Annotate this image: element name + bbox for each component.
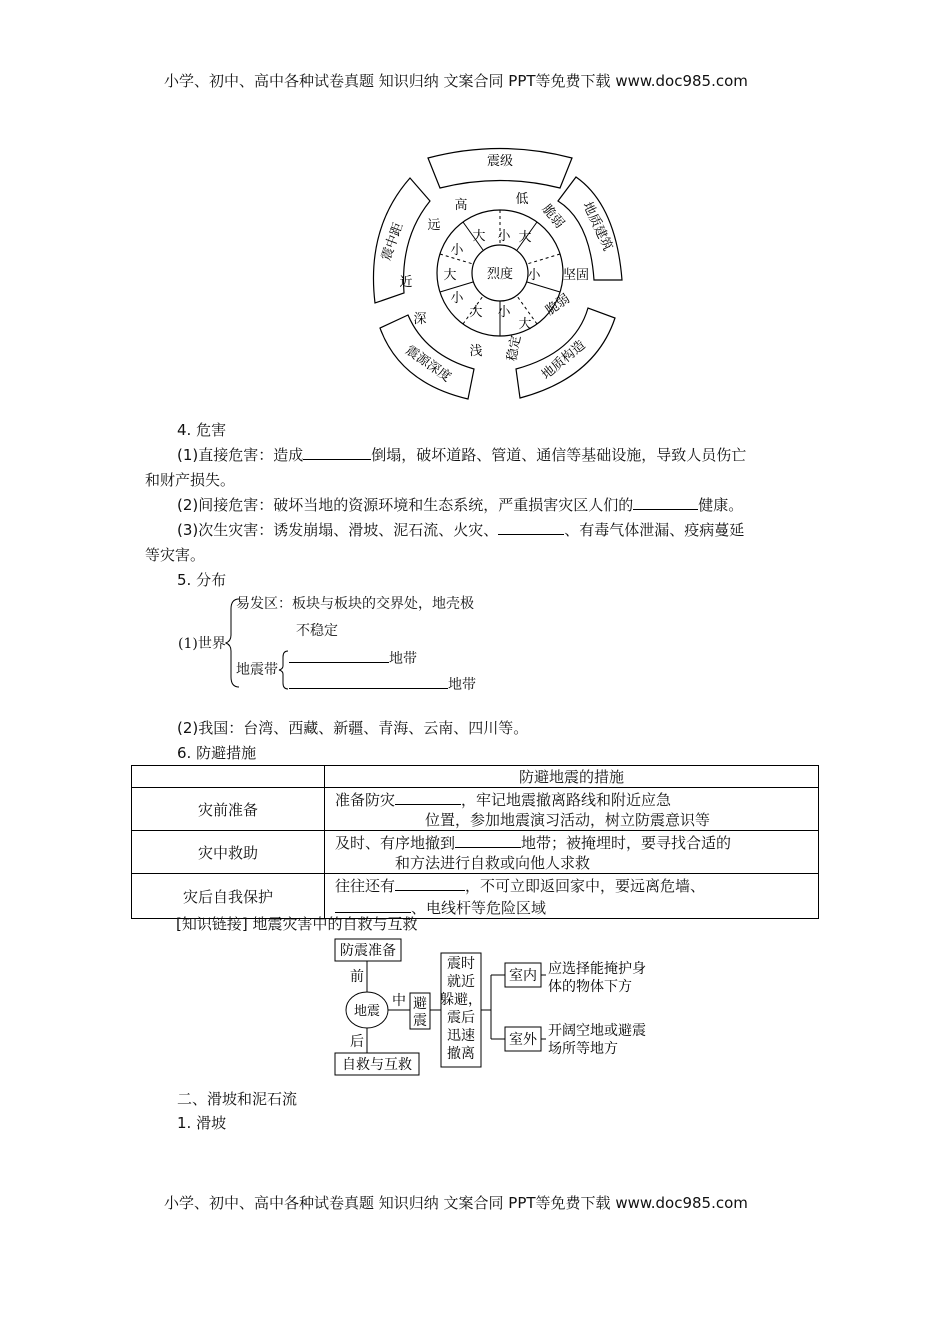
- inner-label-7: 大: [469, 305, 483, 320]
- inner-label-9: 大: [443, 268, 457, 283]
- blank-row-3b: [335, 896, 411, 913]
- section-5-title: 5. 分布: [177, 571, 227, 589]
- outdoor-text: 开阔空地或避震场所等地方: [548, 1023, 646, 1057]
- side-label-near: 近: [399, 275, 413, 290]
- blank-3: [498, 518, 564, 535]
- row-1-a: 准备防灾: [335, 791, 396, 809]
- table-header: 防避地震的措施: [325, 766, 819, 788]
- s4-l2-prefix: (2)间接危害：破坏当地的资源环境和生态系统，严重损害灾区人们的: [177, 496, 634, 514]
- node-indoor: 室内: [509, 968, 537, 984]
- side-label-deep: 深: [413, 312, 427, 327]
- s4-l1-suffix: 倒塌，破坏道路、管道、通信等基础设施，导致人员伤亡: [371, 446, 747, 464]
- inner-label-10: 小: [450, 291, 464, 306]
- inner-label-6: 小: [527, 268, 541, 283]
- inner-label-3: 大: [518, 230, 532, 245]
- blank-row-2: [455, 831, 521, 848]
- belt-2-suffix: 地带: [448, 677, 476, 693]
- blank-row-3: [395, 874, 465, 891]
- s4-l1-prefix: (1)直接危害：造成: [177, 446, 304, 464]
- node-avoid: 避震: [413, 996, 427, 1029]
- row-2-c: 和方法进行自救或向他人求救: [395, 854, 591, 872]
- node-rescue: 自救与互救: [342, 1057, 412, 1073]
- side-label-far: 远: [427, 218, 441, 233]
- table-row: [132, 831, 819, 874]
- node-prep: 防震准备: [340, 943, 396, 959]
- table-corner: [132, 766, 325, 788]
- blank-row-1: [395, 788, 461, 805]
- belt-2: [289, 672, 476, 694]
- unstable-text: 不稳定: [296, 623, 338, 639]
- outer-label-building: 地质建筑: [579, 199, 615, 254]
- side-label-stable: 稳定: [504, 334, 525, 363]
- node-mid: 震时就近躲避，震后迅速撤离: [440, 956, 482, 1062]
- outer-label-distance: 震中距: [378, 220, 407, 263]
- indoor-text: 应选择能掩护身体的物体下方: [548, 961, 646, 995]
- belt-1-suffix: 地带: [389, 651, 417, 667]
- section-2-heading: 二、滑坡和泥石流: [177, 1090, 298, 1108]
- edge-after: 后: [350, 1034, 364, 1050]
- world-label: (1)世界: [178, 636, 226, 652]
- section-6-title: 6. 防避措施: [177, 744, 257, 762]
- row-2-b: 地带；被掩埋时，要寻找合适的: [521, 834, 732, 852]
- side-label-fragile-2: 脆弱: [543, 291, 573, 319]
- edge-before: 前: [350, 969, 364, 985]
- row-label: 灾前准备: [132, 788, 325, 831]
- inner-label-2: 小: [450, 243, 464, 258]
- node-outdoor: 室外: [509, 1032, 537, 1048]
- row-2-a: 及时、有序地撤到: [335, 834, 456, 852]
- blank-1: [303, 443, 371, 460]
- row-1-b: ，牢记地震撤离路线和附近应急: [461, 791, 672, 809]
- easy-zone-text: 易发区：板块与板块的交界处，地壳极: [236, 596, 474, 612]
- row-label: 灾后自我保护: [132, 874, 325, 919]
- page-footer: 小学、初中、高中各种试卷真题 知识归纳 文案合同 PPT等免费下载 www.doc985.com: [164, 1194, 748, 1212]
- side-label-fragile-1: 脆弱: [538, 201, 567, 232]
- blank-2: [633, 493, 698, 510]
- belt-label: 地震带: [236, 662, 278, 678]
- china-distribution: (2)我国：台湾、西藏、新疆、青海、云南、四川等。: [177, 719, 529, 737]
- s4-l3-suffix: 、有毒气体泄漏、疫病蔓延: [564, 521, 745, 539]
- intensity-wheel-diagram: [370, 143, 630, 400]
- inner-label-4: 小: [497, 229, 511, 244]
- wheel-center-label: 烈度: [486, 267, 514, 282]
- side-label-shallow: 浅: [469, 344, 483, 359]
- row-3-c: 、电线杆等危险区域: [411, 899, 547, 917]
- inner-label-5: 大: [518, 317, 532, 332]
- section-4-line-1-cont: 和财产损失。: [145, 471, 236, 489]
- inner-label-8: 小: [497, 305, 511, 320]
- outer-label-structure: 地质构造: [539, 337, 589, 383]
- outer-label-magnitude: 震级: [486, 154, 514, 169]
- side-label-low: 低: [515, 192, 529, 207]
- belt-1: [289, 646, 417, 668]
- page-header: 小学、初中、高中各种试卷真题 知识归纳 文案合同 PPT等免费下载 www.doc985.com: [164, 72, 748, 90]
- outer-label-depth: 震源深度: [402, 343, 454, 386]
- edge-during: 中: [392, 993, 406, 1009]
- node-quake: 地震: [353, 1004, 381, 1019]
- row-3-b: ，不可立即返回家中，要远离危墙、: [465, 877, 706, 895]
- section-4-title: 4. 危害: [177, 421, 227, 439]
- blank-belt-1: [289, 646, 389, 663]
- section-4-line-3-cont: 等灾害。: [145, 546, 206, 564]
- self-rescue-flowchart: [333, 937, 663, 1077]
- side-label-solid: 坚固: [562, 268, 590, 283]
- section-4-line-3: [177, 518, 744, 543]
- knowledge-link-title: [知识链接] 地震灾害中的自救与互救: [176, 915, 418, 933]
- s4-l3-prefix: (3)次生灾害：诱发崩塌、滑坡、泥石流、火灾、: [177, 521, 499, 539]
- side-label-high: 高: [454, 198, 468, 213]
- section-4-line-1: [177, 443, 746, 468]
- section-4-line-2: [177, 493, 743, 518]
- row-3-a: 往往还有: [335, 877, 396, 895]
- row-label: 灾中救助: [132, 831, 325, 874]
- inner-label-1: 大: [472, 229, 486, 244]
- blank-belt-2: [289, 672, 448, 689]
- table-row: [132, 788, 819, 831]
- section-2-1-heading: 1. 滑坡: [177, 1114, 227, 1132]
- row-1-c: 位置，参加地震演习活动，树立防震意识等: [425, 811, 711, 829]
- measures-table: [131, 765, 819, 919]
- s4-l2-suffix: 健康。: [698, 496, 744, 514]
